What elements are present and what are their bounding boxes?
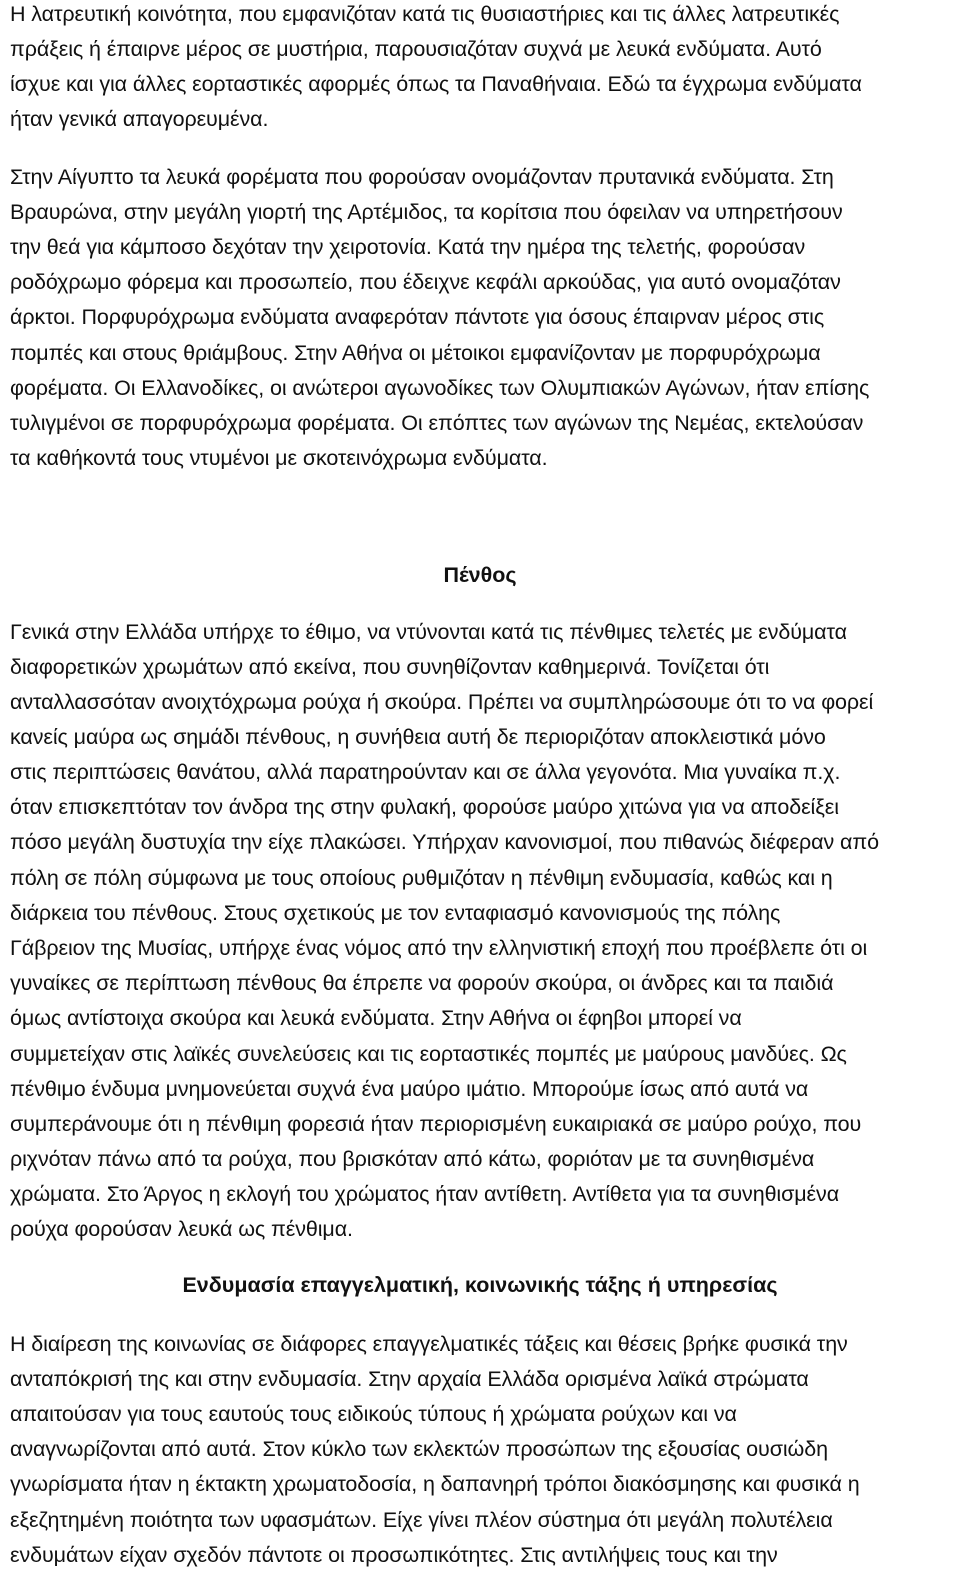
text-line: διαφορετικών χρωμάτων από εκείνα, που συνηθίζονταν καθημερινά. Τονίζεται ότι — [10, 655, 770, 679]
text-line: ίσχυε και για άλλες εορταστικές αφορμές όπως τα Παναθήναια. Εδώ τα έγχρωμα ενδύματα — [10, 72, 862, 96]
text-line: ενδυμάτων είχαν σχεδόν πάντοτε οι προσωπικότητες. Στις αντιλήψεις τους και την — [10, 1543, 778, 1567]
text-line: ανταλλασσόταν ανοιχτόχρωμα ρούχα ή σκούρα. Πρέπει να συμπληρώσουμε ότι το να φορεί — [10, 690, 874, 714]
section-heading-mourning: Πένθος — [443, 563, 517, 587]
text-line: άρκτοι. Πορφυρόχρωμα ενδύματα αναφερόταν πάντοτε για όσους έπαιρναν μέρος στις — [10, 305, 825, 329]
text-line: Γάβρειον της Μυσίας, υπήρχε ένας νόμος από την ελληνιστική εποχή που προέβλεπε ότι οι — [10, 936, 868, 960]
text-line: πράξεις ή έπαιρνε μέρος σε μυστήρια, παρουσιαζόταν συχνά με λευκά ενδύματα. Αυτό — [10, 37, 822, 61]
text-line: ανταπόκρισή της και στην ενδυμασία. Στην αρχαία Ελλάδα ορισμένα λαϊκά στρώματα — [10, 1367, 809, 1391]
text-line: πένθιμο ένδυμα μνημονεύεται συχνά ένα μαύρο ιμάτιο. Μπορούμε ίσως από αυτά να — [10, 1077, 809, 1101]
text-line: φορέματα. Οι Ελλανοδίκες, οι ανώτεροι αγωνοδίκες των Ολυμπιακών Αγώνων, ήταν επίσης — [10, 376, 870, 400]
text-line: Η διαίρεση της κοινωνίας σε διάφορες επαγγελματικές τάξεις και θέσεις βρήκε φυσικά την — [10, 1332, 848, 1356]
text-line: πόλη σε πόλη σύμφωνα με τους οποίους ρυθμιζόταν η πένθιμη ενδυμασία, καθώς και η — [10, 866, 833, 890]
text-line: απαιτούσαν για τους εαυτούς τους ειδικούς τύπους ή χρώματα ρούχων και να — [10, 1402, 737, 1426]
text-line: όμως αντίστοιχα σκούρα και λευκά ενδύματα. Στην Αθήνα οι έφηβοι μπορεί να — [10, 1006, 742, 1030]
section-heading-professional: Ενδυμασία επαγγελματική, κοινωνικής τάξης ή υπηρεσίας — [182, 1273, 778, 1297]
text-line: ριχνόταν πάνω από τα ρούχα, που βρισκόταν από κάτω, φοριόταν με τα συνηθισμένα — [10, 1147, 815, 1171]
text-line: γυναίκες σε περίπτωση πένθους θα έπρεπε να φορούν σκούρα, οι άνδρες και τα παιδιά — [10, 971, 834, 995]
text-line: Στην Αίγυπτο τα λευκά φορέματα που φορούσαν ονομάζονταν πρυτανικά ενδύματα. Στη — [10, 165, 834, 189]
text-line: ρούχα φορούσαν λευκά ως πένθιμα. — [10, 1217, 353, 1241]
text-line: συμπεράνουμε ότι η πένθιμη φορεσιά ήταν περιορισμένη ευκαιριακά σε μαύρο ρούχο, που — [10, 1112, 862, 1136]
text-line: ήταν γενικά απαγορευμένα. — [10, 107, 269, 131]
text-line: γνωρίσματα ήταν η έκτακτη χρωματοδοσία, η δαπανηρή τρόποι διακόσμησης και φυσικά η — [10, 1472, 860, 1496]
text-line: πομπές και στους θριάμβους. Στην Αθήνα οι μέτοικοι εμφανίζονταν με πορφυρόχρωμα — [10, 341, 821, 365]
text-line: στις περιπτώσεις θανάτου, αλλά παρατηρούνταν και σε άλλα γεγονότα. Μια γυναίκα π.χ. — [10, 760, 841, 784]
text-line: Βραυρώνα, στην μεγάλη γιορτή της Αρτέμιδος, τα κορίτσια που όφειλαν να υπηρετήσουν — [10, 200, 843, 224]
text-line: διάρκεια του πένθους. Στους σχετικούς με τον ενταφιασμό κανονισμούς της πόλης — [10, 901, 781, 925]
text-line: την θεά για κάμποσο δεχόταν την χειροτονία. Κατά την ημέρα της τελετής, φορούσαν — [10, 235, 806, 259]
text-line: συμμετείχαν στις λαϊκές συνελεύσεις και τις εορταστικές πομπές με μαύρους μανδύες. Ως — [10, 1042, 847, 1066]
text-line: όταν επισκεπτόταν τον άνδρα της στην φυλακή, φορούσε μαύρο χιτώνα για να αποδείξει — [10, 795, 839, 819]
text-line: ροδόχρωμο φόρεμα και προσωπείο, που έδειχνε κεφάλι αρκούδας, για αυτό ονομαζόταν — [10, 270, 841, 294]
text-line: κανείς μαύρα ως σημάδι πένθους, η συνήθεια αυτή δε περιοριζόταν αποκλειστικά μόνο — [10, 725, 826, 749]
text-line: Η λατρευτική κοινότητα, που εμφανιζόταν κατά τις θυσιαστήριες και τις άλλες λατρευτικές — [10, 2, 840, 26]
text-line: τα καθήκοντά τους ντυμένοι με σκοτεινόχρωμα ενδύματα. — [10, 446, 548, 470]
text-line: χρώματα. Στο Άργος η εκλογή του χρώματος ήταν αντίθετη. Αντίθετα για τα συνηθισμένα — [10, 1182, 840, 1206]
text-line: αναγνωρίζονται από αυτά. Στον κύκλο των εκλεκτών προσώπων της εξουσίας ουσιώδη — [10, 1437, 828, 1461]
text-line: πόσο μεγάλη δυστυχία την είχε πλακώσει. Υπήρχαν κανονισμοί, που πιθανώς διέφεραν από — [10, 830, 879, 854]
text-line: Γενικά στην Ελλάδα υπήρχε το έθιμο, να ντύνονται κατά τις πένθιμες τελετές με ενδύματα — [10, 620, 847, 644]
text-line: τυλιγμένοι σε πορφυρόχρωμα φορέματα. Οι επόπτες των αγώνων της Νεμέας, εκτελούσαν — [10, 411, 864, 435]
text-line: εξεζητημένη ποιότητα των υφασμάτων. Είχε γίνει πλέον σύστημα ότι μεγάλη πολυτέλεια — [10, 1508, 833, 1532]
